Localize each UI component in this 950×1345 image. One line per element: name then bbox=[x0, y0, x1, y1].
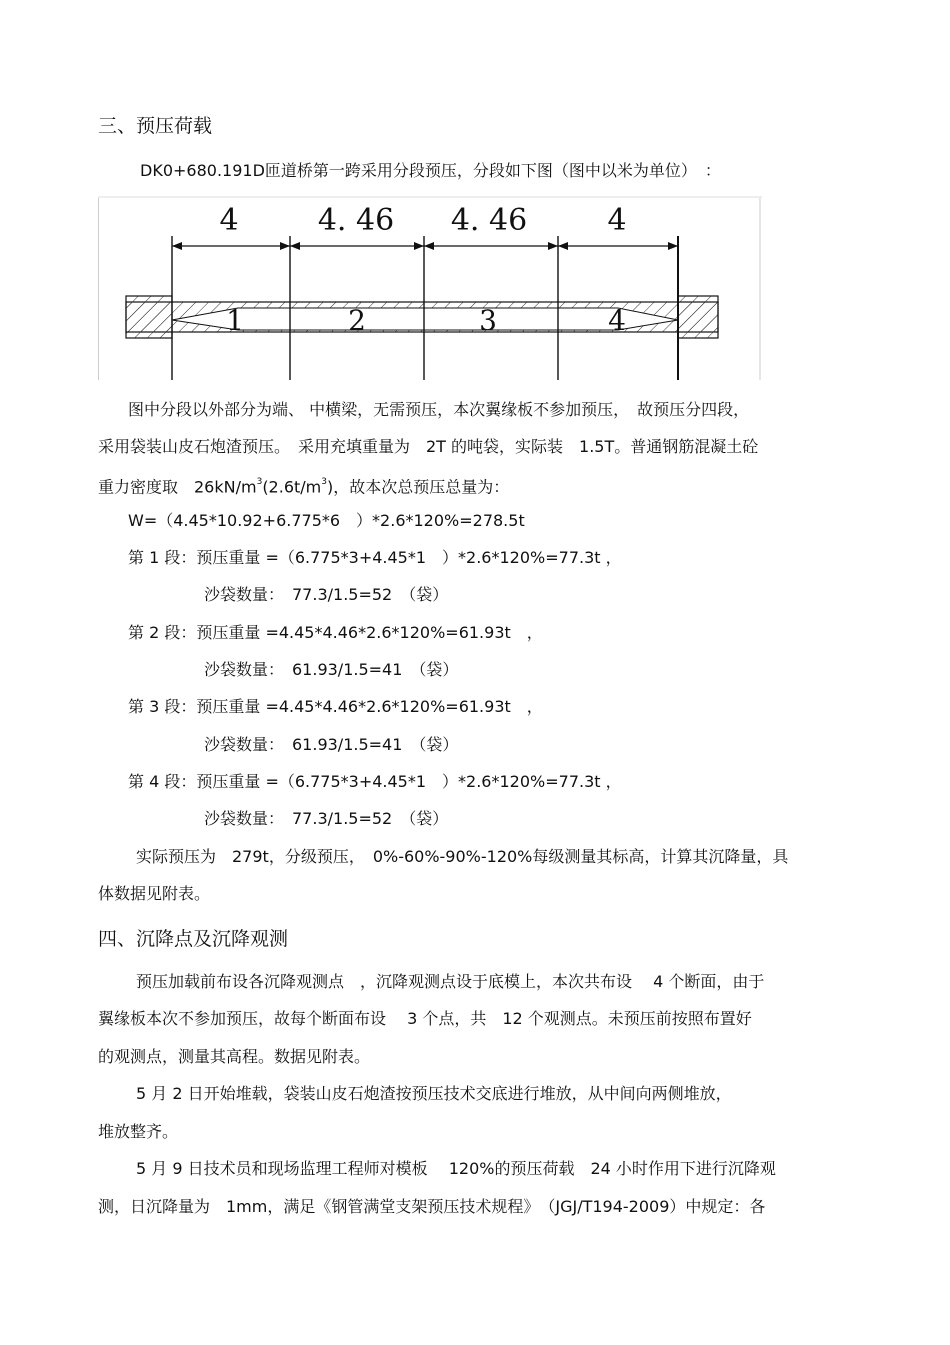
segment-number-4: 4 bbox=[608, 304, 626, 337]
paragraph-5-line-2: 测，日沉降量为 1mm，满足《钢管满堂支架预压技术规程》 （JGJ/T194-2009）中规定：各 bbox=[98, 1197, 766, 1216]
segment-number-2: 2 bbox=[348, 304, 366, 337]
beam-left-end bbox=[126, 296, 172, 338]
segment-3-bags: 沙袋数量： 61.93/1.5=41 （袋） bbox=[204, 735, 459, 754]
paragraph-4-line-2: 堆放整齐。 bbox=[98, 1122, 179, 1141]
intro-paragraph: DK0+680.191D匝道桥第一跨采用分段预压，分段如下图（图中以米为单位） ： bbox=[140, 161, 721, 180]
paragraph-3-line-1: 预压加载前布设各沉降观测点 ，沉降观测点设于底模上，本次共布设 4 个断面，由于 bbox=[136, 972, 765, 991]
dim-label-3: 4. 46 bbox=[450, 203, 528, 238]
paragraph-3-line-2: 翼缘板本次不参加预压，故每个断面布设 3 个点，共 12 个观测点。未预压前按照布置好 bbox=[98, 1009, 752, 1028]
section-3-title: 三、预压荷载 bbox=[98, 115, 213, 137]
segment-4-weight: 第 4 段：预压重量 =（6.775*3+4.45*1 ）*2.6*120%=77.3t ， bbox=[128, 772, 622, 791]
segment-1-weight: 第 1 段：预压重量 =（6.775*3+4.45*1 ）*2.6*120%=77.3t ， bbox=[128, 548, 622, 567]
paragraph-1-line-3: 重力密度取 $26kN/m^3(2.6t/m^3)$，故本次总预压总量为： bbox=[98, 477, 510, 497]
beam-right-end bbox=[678, 296, 718, 338]
segment-number-1: 1 bbox=[226, 304, 244, 337]
dim-label-1: 4 bbox=[219, 203, 239, 238]
paragraph-2-line-1: 实际预压为 279t，分级预压， 0%-60%-90%-120%每级测量其标高，计算其沉降量，具 bbox=[136, 847, 789, 866]
total-formula: W=（4.45*10.92+6.775*6 ）*2.6*120%=278.5t bbox=[128, 511, 525, 530]
paragraph-4-line-1: 5 月 2 日开始堆载，袋装山皮石炮渣按预压技术交底进行堆放，从中间向两侧堆放， bbox=[136, 1084, 732, 1103]
segment-number-3: 3 bbox=[479, 304, 497, 337]
dim-label-4: 4 bbox=[607, 203, 627, 238]
segment-diagram bbox=[98, 196, 762, 382]
segment-3-weight: 第 3 段：预压重量 =4.45*4.46*2.6*120%=61.93t ， bbox=[128, 697, 543, 716]
segment-2-weight: 第 2 段：预压重量 =4.45*4.46*2.6*120%=61.93t ， bbox=[128, 623, 543, 642]
paragraph-1-line-2: 采用袋装山皮石炮渣预压。 采用充填重量为 2T 的吨袋，实际装 1.5T。普通钢筋混凝土砼 bbox=[98, 437, 759, 456]
segment-1-bags: 沙袋数量： 77.3/1.5=52 （袋） bbox=[204, 585, 449, 604]
dim-label-2: 4. 46 bbox=[317, 203, 395, 238]
paragraph-1-line-1: 图中分段以外部分为端、 中横梁，无需预压，本次翼缘板不参加预压， 故预压分四段， bbox=[128, 400, 750, 419]
section-4-title: 四、沉降点及沉降观测 bbox=[98, 928, 289, 950]
paragraph-3-line-3: 的观测点，测量其高程。数据见附表。 bbox=[98, 1047, 371, 1066]
paragraph-5-line-1: 5 月 9 日技术员和现场监理工程师对模板 120%的预压荷载 24 小时作用下进行沉降观 bbox=[136, 1159, 776, 1178]
segment-2-bags: 沙袋数量： 61.93/1.5=41 （袋） bbox=[204, 660, 459, 679]
paragraph-2-line-2: 体数据见附表。 bbox=[98, 884, 211, 903]
segment-4-bags: 沙袋数量： 77.3/1.5=52 （袋） bbox=[204, 809, 449, 828]
